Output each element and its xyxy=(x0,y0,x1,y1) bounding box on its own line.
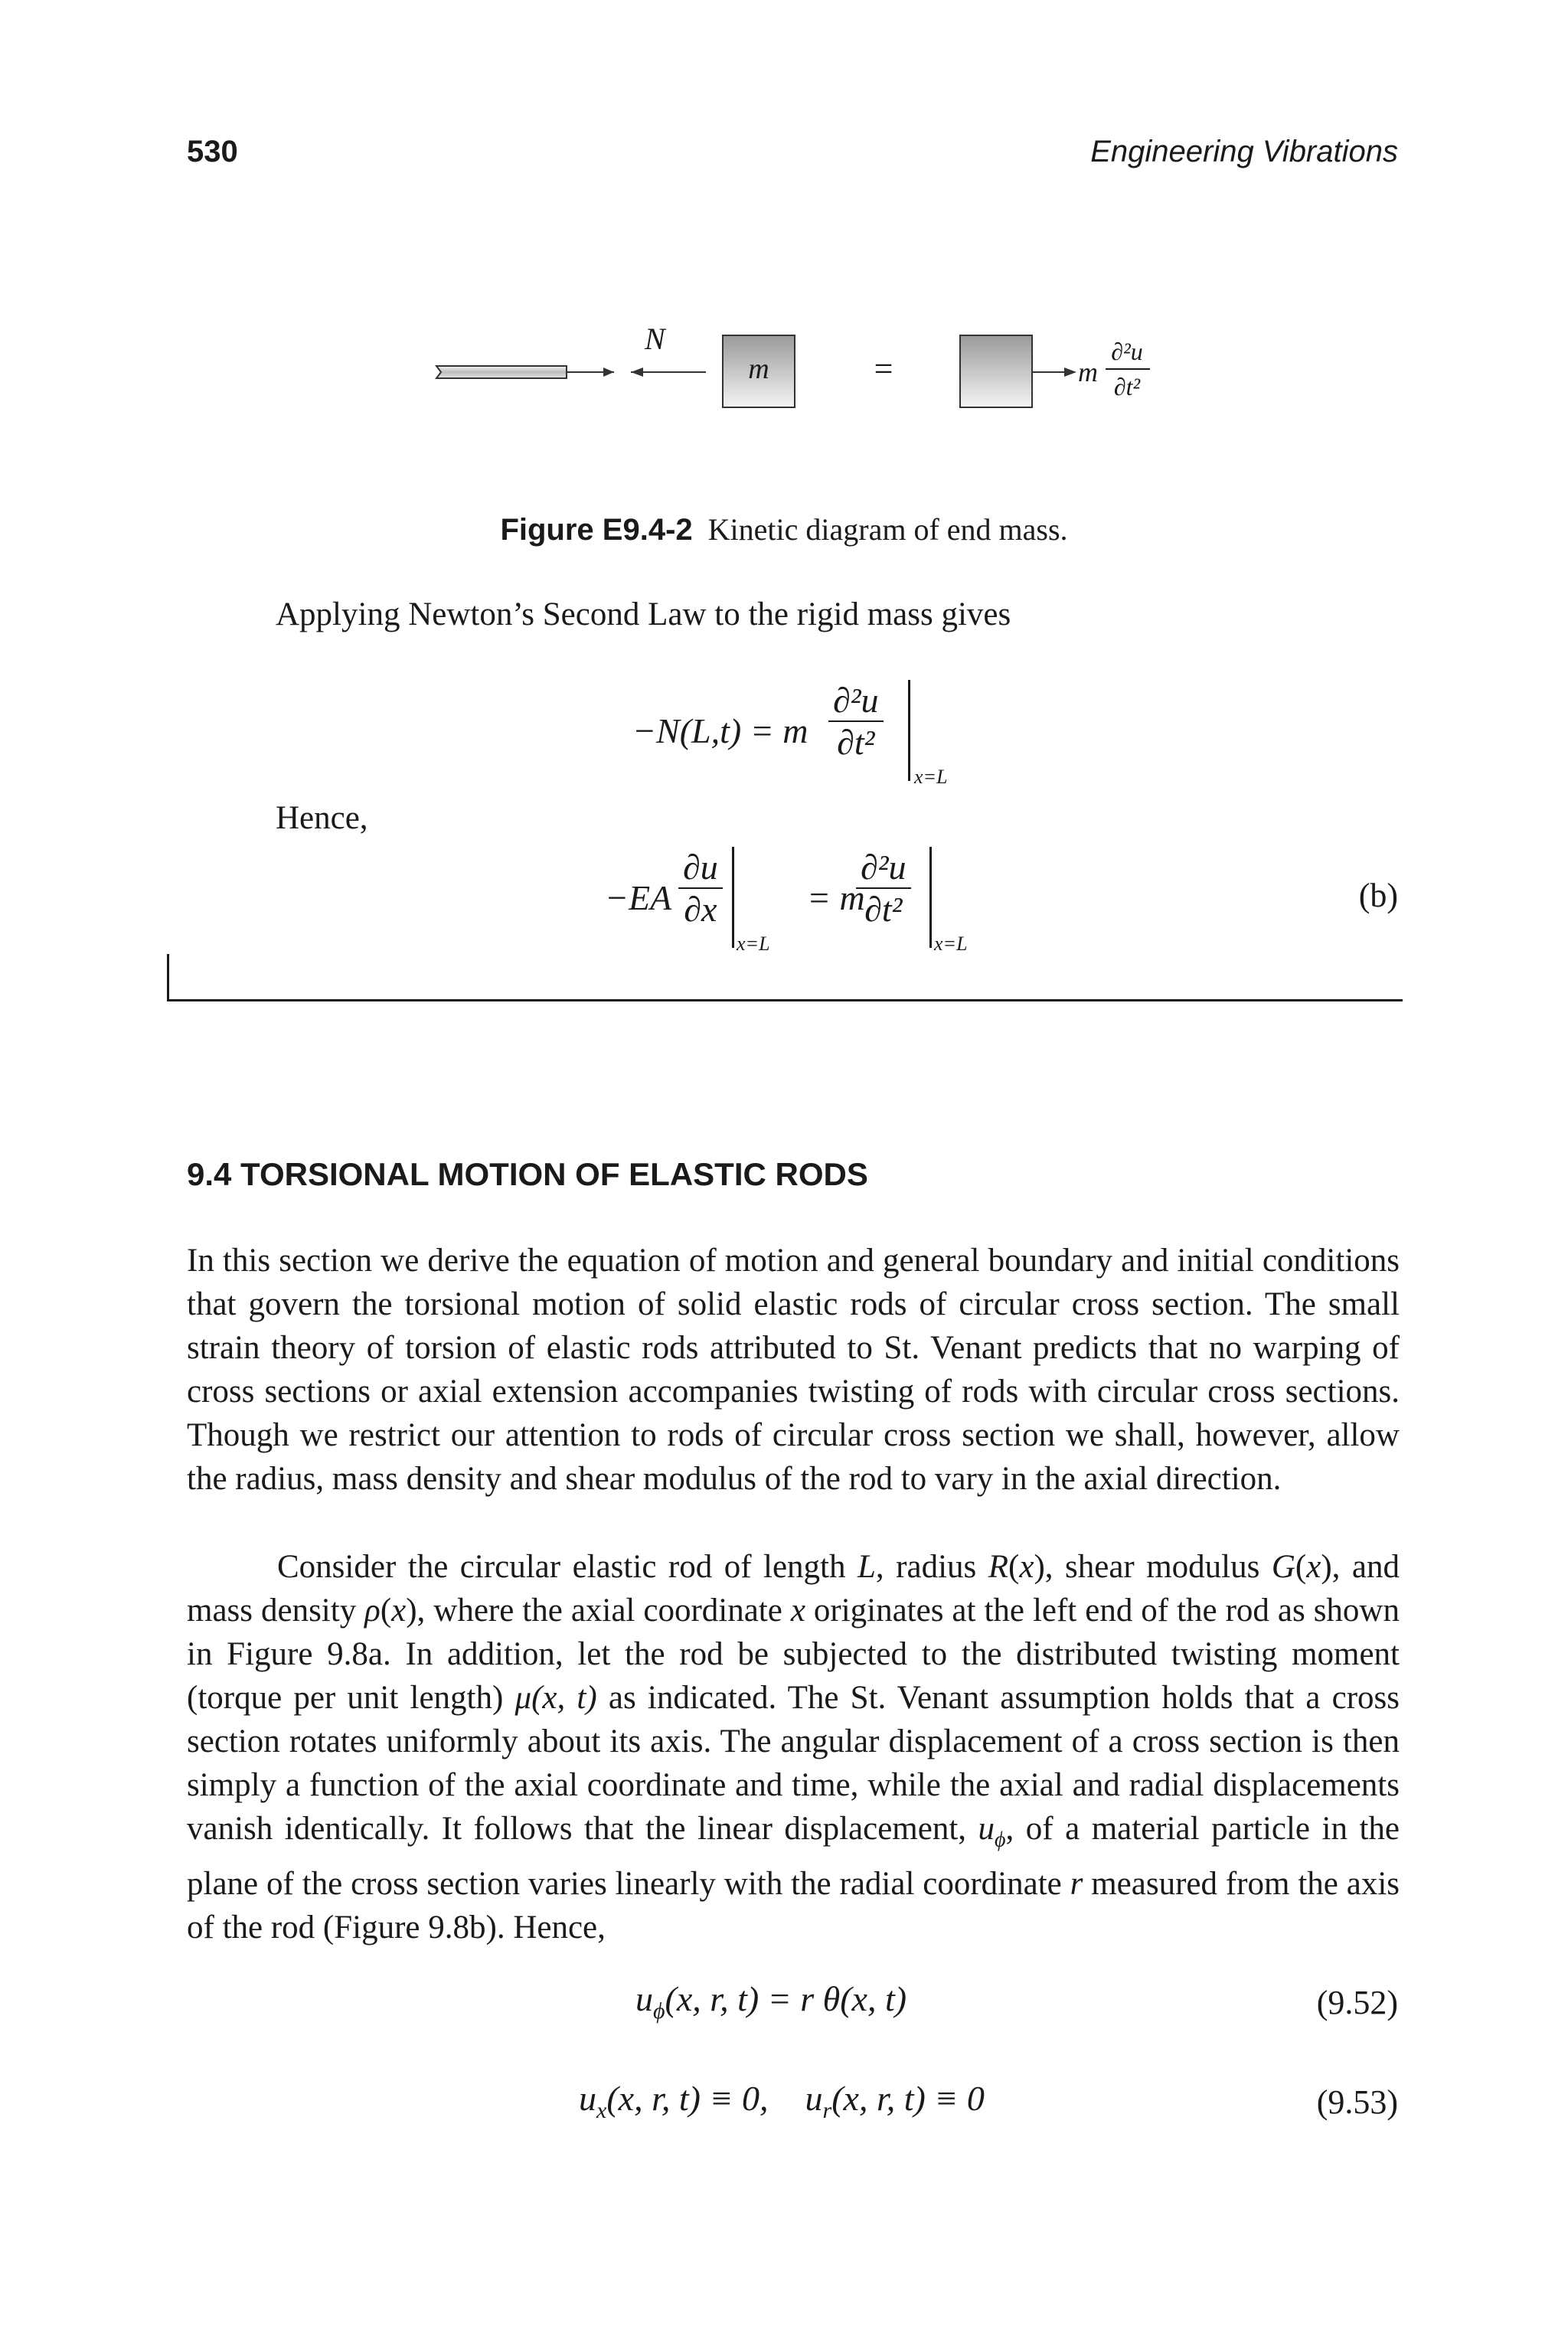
eq-953-ur: u xyxy=(805,2079,823,2118)
eq-b-number: (b) xyxy=(1358,877,1398,914)
eq-b-fraction-1 xyxy=(678,847,723,929)
hence-text: Hence, xyxy=(276,800,368,836)
p2-text-k: , of a material particle in the plane of the cross section varies linearly with the radial coordinate xyxy=(187,1811,1400,1902)
section-title: 9.4 TORSIONAL MOTION OF ELASTIC RODS xyxy=(187,1156,868,1192)
eq-953-ur-rest: (x, r, t) ≡ 0 xyxy=(831,2079,985,2118)
p2-text-h: ), where the axial coordinate xyxy=(406,1593,791,1629)
figure-caption-text: Kinetic diagram of end mass. xyxy=(707,512,1068,547)
p2-symbol-x4: x xyxy=(790,1593,805,1629)
p2-symbol-mu: μ(x, t) xyxy=(514,1680,597,1716)
p2-text-e: ( xyxy=(1295,1549,1307,1585)
inertia-denominator: ∂t² xyxy=(1113,373,1141,400)
example-end-vertical-rule xyxy=(167,954,169,1001)
eq-952-rest: (x, r, t) = r θ(x, t) xyxy=(665,1979,907,2018)
eq-953-ux: u xyxy=(579,2079,596,2118)
eq-b-fraction-2 xyxy=(856,847,911,929)
eq-952-lhs: u xyxy=(635,1979,653,2018)
paragraph-2 xyxy=(187,1545,1400,1949)
eq-b-numerator-2: ∂²u xyxy=(856,847,911,889)
eq-b-eval-2: x=L xyxy=(934,933,968,955)
eq-b-eval-bar-1 xyxy=(732,847,734,948)
eq-a-eval: x=L xyxy=(914,766,948,788)
eq-953-ux-sub: x xyxy=(596,2098,607,2124)
eq-952-sub: ϕ xyxy=(653,1998,665,2024)
p2-text-a: Consider the circular elastic rod of length xyxy=(277,1549,858,1585)
eq-952-number: (9.52) xyxy=(1316,1984,1398,2021)
intro-text: Applying Newton’s Second Law to the rigid mass gives xyxy=(276,596,1011,632)
eq-b-eval-1: x=L xyxy=(737,933,770,955)
equation-9-52 xyxy=(635,1978,906,2024)
rod-force-arrow xyxy=(567,368,614,377)
p2-symbol-u: u xyxy=(978,1811,995,1847)
p2-text-c: ( xyxy=(1008,1549,1020,1585)
inertia-numerator: ∂²u xyxy=(1111,338,1143,365)
equation-newton xyxy=(632,680,985,795)
p2-symbol-l: L xyxy=(858,1549,876,1585)
eq-a-fraction xyxy=(828,680,884,763)
p2-symbol-r: R xyxy=(988,1549,1009,1585)
equation-b xyxy=(605,847,988,962)
equals-sign: = xyxy=(874,350,893,387)
inertia-arrow xyxy=(1032,368,1076,377)
example-end-rule xyxy=(167,999,1403,1001)
paragraph-1: In this section we derive the equation of motion and general boundary and initial conditions that govern the torsional motion of solid elastic rods of circular cross section. The small strain theory of torsion of elastic rods attributed to St. Venant predicts that no warping of cross sections or axial extension accompanies twisting of rods with circular cross sections. Though we restrict our attention to rods of circular cross section we shall, however, allow the radius, mass density and shear modulus of the rod to vary in the axial direction. xyxy=(187,1243,1400,1497)
eq-b-eval-bar-2 xyxy=(929,847,932,948)
p2-symbol-g: G xyxy=(1271,1549,1295,1585)
p2-symbol-rho: ρ xyxy=(364,1593,381,1629)
p2-text-i: originates at the left end of the rod as shown in Figure 9.8a. In addition, let the rod be subjected to the distributed twisting moment (torque per unit length) xyxy=(187,1593,1400,1716)
p2-text-b: , radius xyxy=(875,1549,988,1585)
eq-b-denominator-2: ∂t² xyxy=(864,890,903,929)
eq-b-denominator-1: ∂x xyxy=(684,890,717,929)
p2-symbol-u-sub: ϕ xyxy=(995,1828,1006,1852)
figure-label: Figure E9.4-2 xyxy=(500,513,693,547)
eq-953-ur-sub: r xyxy=(822,2098,832,2124)
eq-953-number: (9.53) xyxy=(1316,2083,1398,2121)
p2-symbol-r-coord: r xyxy=(1070,1865,1083,1902)
p2-text-g: ( xyxy=(380,1593,392,1629)
inertia-coef: m xyxy=(1078,357,1098,387)
rod-segment xyxy=(436,366,567,378)
eq-a-denominator: ∂t² xyxy=(837,723,875,762)
p2-symbol-x2: x xyxy=(1306,1549,1321,1585)
figure-caption xyxy=(0,511,1568,547)
equation-9-53 xyxy=(579,2078,985,2124)
eq-a-eval-bar xyxy=(908,680,910,781)
p2-text-j: as indicated. The St. Venant assumption holds that a cross section rotates uniformly about its axis. The angular displacement of a cross section is then simply a function of the axial coordinate and time, while the axial and radial displacements vanish identically. It follows that the linear displacement, xyxy=(187,1680,1400,1847)
eq-b-mid: = m xyxy=(807,878,865,917)
p2-symbol-x1: x xyxy=(1019,1549,1034,1585)
mass-label: m xyxy=(748,353,769,385)
eq-b-lhs: −EA xyxy=(605,878,672,917)
running-title: Engineering Vibrations xyxy=(1090,135,1398,168)
eq-a-numerator: ∂²u xyxy=(828,680,884,722)
force-n-arrow xyxy=(631,368,706,377)
p2-symbol-x3: x xyxy=(391,1593,407,1629)
kinetic-diagram xyxy=(413,314,1179,429)
eq-b-numerator-1: ∂u xyxy=(678,847,723,889)
p2-text-f: ), and mass density xyxy=(187,1549,1400,1629)
p2-text-d: ), shear modulus xyxy=(1034,1549,1272,1585)
force-label: N xyxy=(645,322,665,356)
mass-block-right xyxy=(960,335,1032,407)
p2-text-l: measured from the axis of the rod (Figure 9.8b). Hence, xyxy=(187,1865,1400,1946)
eq-a-lhs: −N(L,t) = m xyxy=(632,711,808,750)
page-number: 530 xyxy=(187,135,238,168)
eq-953-ux-rest: (x, r, t) ≡ 0, xyxy=(606,2079,769,2118)
kinetic-diagram-svg xyxy=(413,314,1179,429)
